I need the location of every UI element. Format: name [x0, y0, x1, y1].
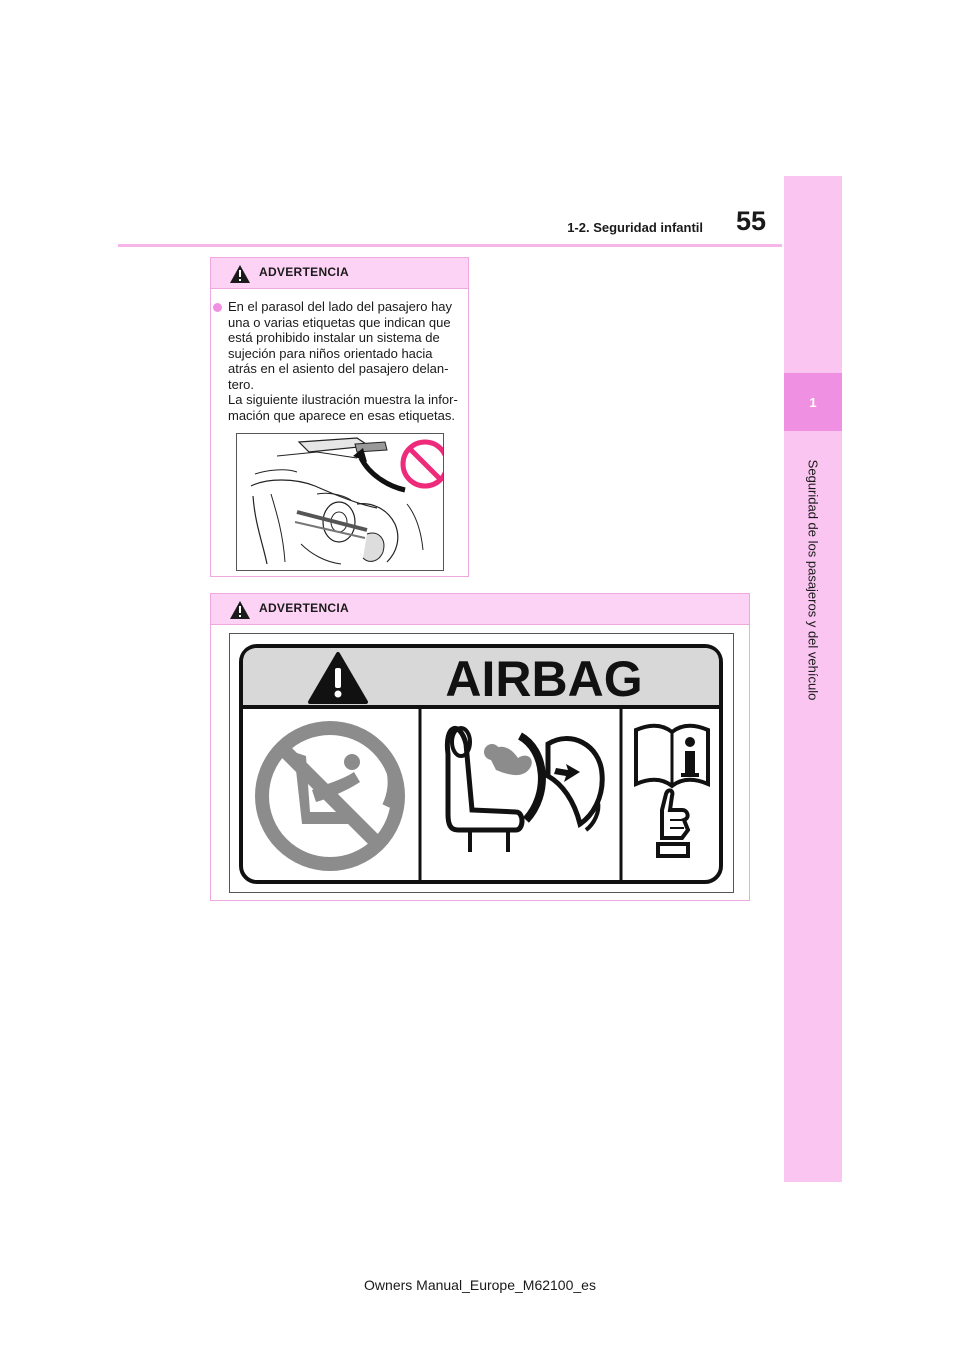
- section-title: 1-2. Seguridad infantil: [567, 220, 703, 235]
- page-number: 55: [735, 206, 766, 236]
- airbag-label-drawing: [230, 634, 733, 892]
- footer-text: Owners Manual_Europe_M62100_es: [364, 1277, 596, 1293]
- warning-triangle-icon: [229, 600, 251, 620]
- airbag-label-illustration: [229, 633, 734, 893]
- warning-box-1: [210, 257, 469, 577]
- bullet-item: [211, 289, 468, 423]
- header-rule: [118, 244, 782, 247]
- sun-visor-label-illustration: [236, 433, 444, 571]
- airbag-label-text: AIRBAG: [445, 651, 643, 707]
- chapter-number: 1: [809, 394, 817, 410]
- warning-header: [211, 258, 468, 289]
- warning-title: ADVERTENCIA: [259, 265, 349, 279]
- bullet-text: En el parasol del lado del pasajero hay una o varias etiquetas que indican que está prohibido instalar un sistema de sujeción para niños orientado hacia atrás en el asiento del pasajero delan- tero. La siguiente ilustración muestra la infor- mación que aparece en esas etiquetas.: [228, 299, 458, 423]
- chapter-title: Seguridad de los pasajeros y del vehículo: [805, 459, 821, 701]
- chapter-number-box: [784, 373, 842, 431]
- warning-title: ADVERTENCIA: [259, 601, 349, 615]
- warning-header: [211, 594, 749, 625]
- warning-box-2: [210, 593, 750, 901]
- warning-triangle-icon: [229, 264, 251, 284]
- bullet-dot-icon: [213, 303, 222, 312]
